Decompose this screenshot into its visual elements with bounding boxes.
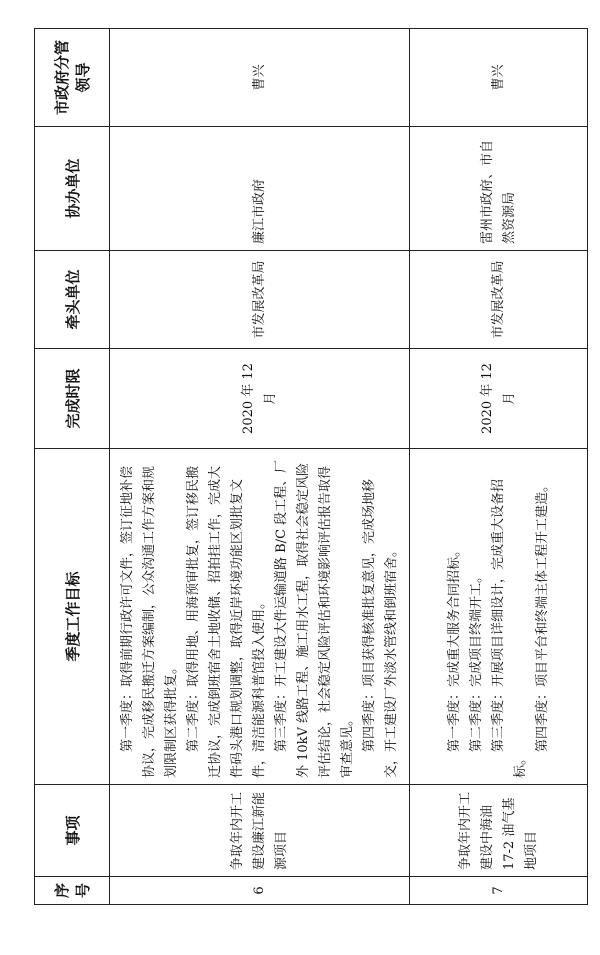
row-item: 争取年内开工建设中海油 17-2 油气基地项目 <box>410 785 588 877</box>
header-lead-unit: 牵头单位 <box>35 251 110 349</box>
header-deadline: 完成时限 <box>35 349 110 449</box>
table-row <box>410 29 588 905</box>
rotated-table-wrapper <box>34 29 588 905</box>
header-assist-unit: 协办单位 <box>35 127 110 251</box>
work-plan-table <box>34 28 588 905</box>
row-lead-unit: 市发展改革局 <box>110 251 410 349</box>
goal-q4: 第四季度：项目获得核准批复意见，完成场地移交，开工建设厂外淡水管线和倒班宿舍。 <box>361 478 399 778</box>
goal-q1: 第一季度：完成重大服务合同招标。 <box>446 543 462 752</box>
table-row <box>110 29 410 905</box>
header-row <box>35 29 110 905</box>
row-goals <box>410 449 588 785</box>
row-leader: 曹兴 <box>410 29 588 127</box>
row-assist-unit: 雷州市政府、市自然资源局 <box>410 127 588 251</box>
goal-q4: 第四季度：项目平台和终端主体工程开工建造。 <box>534 478 550 752</box>
header-item: 事项 <box>35 785 110 877</box>
row-goals <box>110 449 410 785</box>
row-lead-unit: 市发展改革局 <box>410 251 588 349</box>
goal-q2: 第二季度：完成项目终端开工。 <box>468 569 484 752</box>
goal-q3: 第三季度：开工建设大件运输道路 B/C 段工程、厂外 10kV 线路工程、施工用水工程，取得社会稳定风险评估结论，社会稳定风险评估和环境影响评估报告取得审查意见。 <box>273 459 355 778</box>
goal-q2: 第二季度：取得用地、用海预审批复，签订移民搬迁协议，完成倒班宿舍土地收储、招拍挂工作，完成大件码头港口规划调整，取得近岸环境功能区划批复文件，清洁能源科普馆投入使用。 <box>185 465 267 778</box>
header-leader: 市政府分管领导 <box>35 29 110 127</box>
goal-q3: 第三季度：开展项目详细设计，完成重大设备招标。 <box>490 478 528 778</box>
row-index: 7 <box>410 877 588 905</box>
header-index: 序号 <box>35 877 110 905</box>
row-index: 6 <box>110 877 410 905</box>
row-deadline: 2020 年 12 月 <box>410 349 588 449</box>
row-leader: 曹兴 <box>110 29 410 127</box>
header-goals: 季度工作目标 <box>35 449 110 785</box>
goal-q1: 第一季度：取得前期行政许可文件，签订征地补偿协议，完成移民搬迁方案编制，公众沟通工作方案和规划限制区获得批复。 <box>119 465 179 778</box>
row-item: 争取年内开工建设廉江新能源项目 <box>110 785 410 877</box>
row-assist-unit: 廉江市政府 <box>110 127 410 251</box>
row-deadline: 2020 年 12 月 <box>110 349 410 449</box>
